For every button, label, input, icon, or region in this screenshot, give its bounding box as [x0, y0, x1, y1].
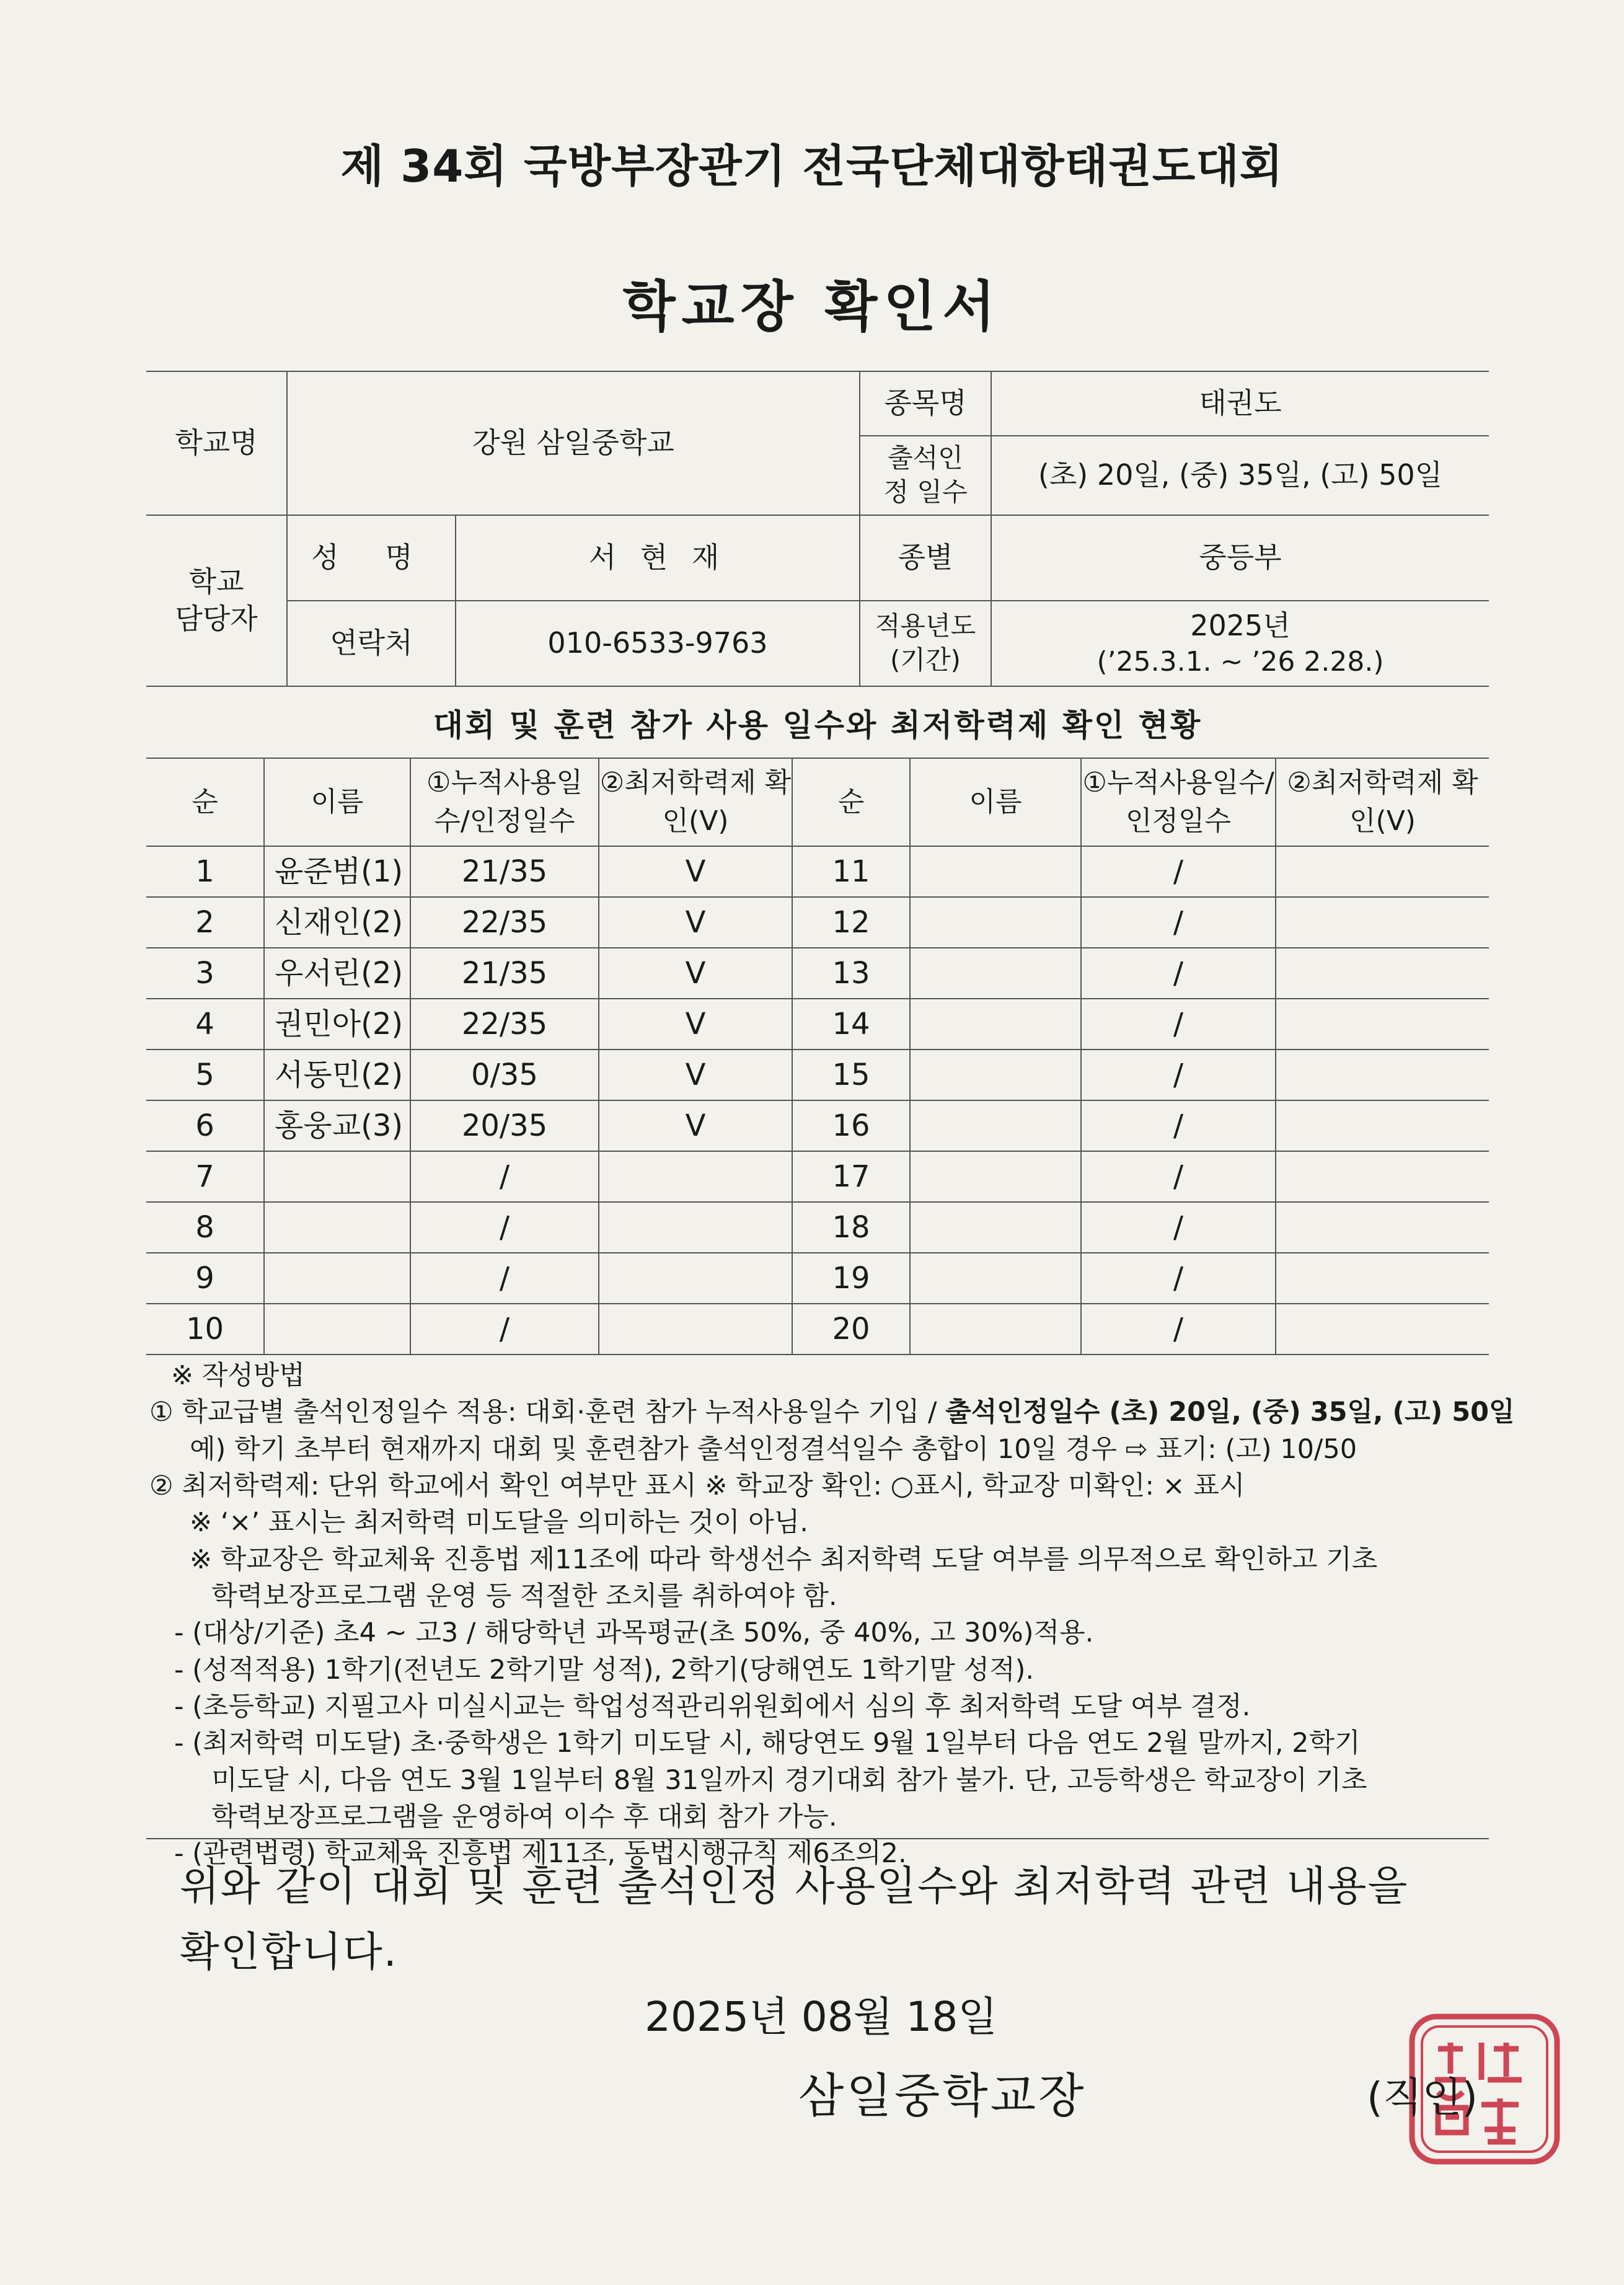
row-days: 22/35: [410, 999, 599, 1050]
year-value-cell: [991, 601, 1489, 686]
row-no-2: 15: [792, 1050, 910, 1100]
row-check-2: [1276, 1304, 1489, 1355]
row-days-2: /: [1081, 1151, 1276, 1202]
sport-value: 태권도: [991, 371, 1489, 436]
year-label-text: 적용년도 (기간): [875, 611, 976, 675]
row-check-2: [1276, 897, 1489, 948]
row-check-2: [1276, 1050, 1489, 1100]
row-check: V: [599, 897, 792, 948]
summary-title: 대회 및 훈련 참가 사용 일수와 최저학력제 확인 현황: [433, 707, 1203, 743]
row-check: V: [599, 846, 792, 897]
row-name-2: [910, 1202, 1081, 1253]
confirmation-line-2: 확인합니다.: [180, 1927, 398, 1976]
row-check: [599, 1253, 792, 1304]
row-days: /: [410, 1151, 599, 1202]
table-row: [146, 948, 1489, 999]
row-name-2: [910, 1151, 1081, 1202]
row-no-2: 13: [792, 948, 910, 999]
person-name-value: 서 현 재: [456, 515, 860, 601]
row-name: [264, 1304, 410, 1355]
row-days: 21/35: [410, 846, 599, 897]
row-name-2: [910, 948, 1081, 999]
row-check-2: [1276, 1253, 1489, 1304]
row-days-2: /: [1081, 1253, 1276, 1304]
notes-heading: ※ 작성방법: [171, 1360, 305, 1391]
row-check: V: [599, 999, 792, 1050]
row-name: 서동민(2): [264, 1050, 410, 1100]
row-check-2: [1276, 999, 1489, 1050]
row-no: 10: [146, 1304, 264, 1355]
table-row: [146, 1151, 1489, 1202]
row-days-2: /: [1081, 1304, 1276, 1355]
signer-title: 삼일중학교장: [798, 2068, 1087, 2123]
note-2b: ※ ‘×’ 표시는 최저학력 미도달을 의미하는 것이 아님.: [190, 1507, 808, 1539]
table-row: [146, 1050, 1489, 1100]
row-name: 권민아(2): [264, 999, 410, 1050]
detail-4a: - (최저학력 미도달) 초·중학생은 1학기 미도달 시, 해당연도 9월 1일부터 다음 연도 2월 말까지, 2학기: [174, 1728, 1361, 1759]
period-value: (’25.3.1. ~ ’26 2.28.): [1097, 646, 1384, 678]
detail-3: - (초등학교) 지필고사 미실시교는 학업성적관리위원회에서 심의 후 최저학력 도달 여부 결정.: [174, 1691, 1251, 1722]
row-name-2: [910, 897, 1081, 948]
header-no: 순: [146, 758, 264, 846]
row-days-2: /: [1081, 1202, 1276, 1253]
row-days: /: [410, 1253, 599, 1304]
table-row: [146, 999, 1489, 1050]
row-name: 홍웅교(3): [264, 1100, 410, 1151]
row-name-2: [910, 846, 1081, 897]
confirmation-text: [180, 1854, 1481, 1984]
note-1a-text: ① 학교급별 출석인정일수 적용: 대회·훈련 참가 누적사용일수 기입 /: [149, 1397, 946, 1428]
row-check-2: [1276, 1100, 1489, 1151]
row-check-2: [1276, 1151, 1489, 1202]
row-no-2: 14: [792, 999, 910, 1050]
sport-label: 종목명: [860, 371, 991, 436]
row-no-2: 17: [792, 1151, 910, 1202]
row-name-2: [910, 1100, 1081, 1151]
row-no: 3: [146, 948, 264, 999]
row-days: 22/35: [410, 897, 599, 948]
row-check-2: [1276, 1202, 1489, 1253]
note-1a-bold: 출석인정일수 (초) 20일, (중) 35일, (고) 50일: [945, 1397, 1515, 1428]
table-row: [146, 1253, 1489, 1304]
roster-table: [146, 758, 1489, 1355]
table-row: [146, 846, 1489, 897]
roster-header-row: [146, 758, 1489, 846]
issue-date: 2025년 08월 18일: [645, 1993, 998, 2041]
row-days-2: /: [1081, 846, 1276, 897]
contact-group-label: [146, 515, 287, 686]
header-check: ②최저학력제 확인(V): [599, 758, 792, 846]
year-value: 2025년: [1190, 608, 1291, 642]
row-days-2: /: [1081, 1050, 1276, 1100]
row-name: [264, 1202, 410, 1253]
row-check-2: [1276, 948, 1489, 999]
note-2c: ※ 학교장은 학교체육 진흥법 제11조에 따라 학생선수 최저학력 도달 여부를 의무적으로 확인하고 기초: [190, 1544, 1378, 1575]
phone-value: 010-6533-9763: [456, 601, 860, 686]
detail-2: - (성적적용) 1학기(전년도 2학기말 성적), 2학기(당해연도 1학기말 성적).: [174, 1654, 1035, 1686]
row-check: [599, 1304, 792, 1355]
detail-4b: 미도달 시, 다음 연도 3월 1일부터 8월 31일까지 경기대회 참가 불가. 단, 고등학생은 학교장이 기초: [211, 1764, 1367, 1796]
note-2a: ② 최저학력제: 단위 학교에서 확인 여부만 표시 ※ 학교장 확인: ○표시, 학교장 미확인: × 표시: [149, 1470, 1245, 1501]
row-name: 윤준범(1): [264, 846, 410, 897]
row-days: 21/35: [410, 948, 599, 999]
row-name: [264, 1253, 410, 1304]
person-name-label: 성 명: [287, 515, 456, 601]
note-1a: [146, 1394, 1515, 1431]
school-name-label: 학교명: [146, 371, 287, 515]
row-check: V: [599, 948, 792, 999]
row-name-2: [910, 1050, 1081, 1100]
row-no: 6: [146, 1100, 264, 1151]
row-name: 신재인(2): [264, 897, 410, 948]
row-days-2: /: [1081, 948, 1276, 999]
row-days-2: /: [1081, 1100, 1276, 1151]
table-row: [146, 1304, 1489, 1355]
attend-days-value: (초) 20일, (중) 35일, (고) 50일: [991, 436, 1489, 515]
document-title: 학교장 확인서: [622, 275, 1002, 338]
row-no: 7: [146, 1151, 264, 1202]
row-name: 우서린(2): [264, 948, 410, 999]
school-name-value: 강원 삼일중학교: [287, 371, 860, 515]
row-no-2: 12: [792, 897, 910, 948]
row-no-2: 19: [792, 1253, 910, 1304]
phone-label: 연락처: [287, 601, 456, 686]
row-name-2: [910, 1304, 1081, 1355]
row-name: [264, 1151, 410, 1202]
row-no-2: 16: [792, 1100, 910, 1151]
row-no: 9: [146, 1253, 264, 1304]
row-name-2: [910, 1253, 1081, 1304]
row-check: V: [599, 1100, 792, 1151]
row-no-2: 18: [792, 1202, 910, 1253]
row-no: 4: [146, 999, 264, 1050]
row-days: 0/35: [410, 1050, 599, 1100]
row-check: [599, 1202, 792, 1253]
row-days: 20/35: [410, 1100, 599, 1151]
note-1b: 예) 학기 초부터 현재까지 대회 및 훈련참가 출석인정결석일수 총합이 10일 경우 ⇨ 표기: (고) 10/50: [190, 1433, 1357, 1465]
row-days: /: [410, 1304, 599, 1355]
detail-4c: 학력보장프로그램을 운영하여 이수 후 대회 참가 가능.: [211, 1801, 837, 1832]
row-no: 8: [146, 1202, 264, 1253]
attend-days-label: [860, 436, 991, 515]
header-days: ①누적사용일수/인정일수: [410, 758, 599, 846]
row-check: V: [599, 1050, 792, 1100]
instructions: [146, 1358, 1515, 1873]
event-title: 제 34회 국방부장관기 전국단체대항태권도대회: [340, 140, 1284, 192]
header-days-2: ①누적사용일수/인정일수: [1081, 758, 1276, 846]
division-label: 종별: [860, 515, 991, 601]
table-row: [146, 897, 1489, 948]
detail-5: - (관련법령) 학교체육 진흥법 제11조, 동법시행규칙 제6조의2.: [174, 1838, 907, 1870]
row-check-2: [1276, 846, 1489, 897]
attend-days-label-text: 출석인정 일수: [883, 443, 968, 507]
row-days-2: /: [1081, 897, 1276, 948]
table-row: [146, 1100, 1489, 1151]
row-no-2: 20: [792, 1304, 910, 1355]
header-check-2: ②최저학력제 확인(V): [1276, 758, 1489, 846]
year-label: [860, 601, 991, 686]
divider-line: [146, 1838, 1489, 1839]
header-no-2: 순: [792, 758, 910, 846]
row-check: [599, 1151, 792, 1202]
row-days: /: [410, 1202, 599, 1253]
contact-group-label-text: 학교 담당자: [175, 565, 258, 635]
header-name: 이름: [264, 758, 410, 846]
school-info-table: [146, 371, 1489, 687]
header-name-2: 이름: [910, 758, 1081, 846]
row-name-2: [910, 999, 1081, 1050]
row-no: 2: [146, 897, 264, 948]
table-row: [146, 1202, 1489, 1253]
division-value: 중등부: [991, 515, 1489, 601]
row-no: 1: [146, 846, 264, 897]
row-no: 5: [146, 1050, 264, 1100]
note-2d: 학력보장프로그램 운영 등 적절한 조치를 취하여야 함.: [211, 1580, 837, 1612]
row-days-2: /: [1081, 999, 1276, 1050]
seal-label: (직인): [1367, 2074, 1478, 2121]
detail-1: - (대상/기준) 초4 ~ 고3 / 해당학년 과목평균(초 50%, 중 40%, 고 30%)적용.: [174, 1617, 1094, 1649]
row-no-2: 11: [792, 846, 910, 897]
confirmation-line-1: 위와 같이 대회 및 훈련 출석인정 사용일수와 최저학력 관련 내용을: [180, 1862, 1409, 1910]
